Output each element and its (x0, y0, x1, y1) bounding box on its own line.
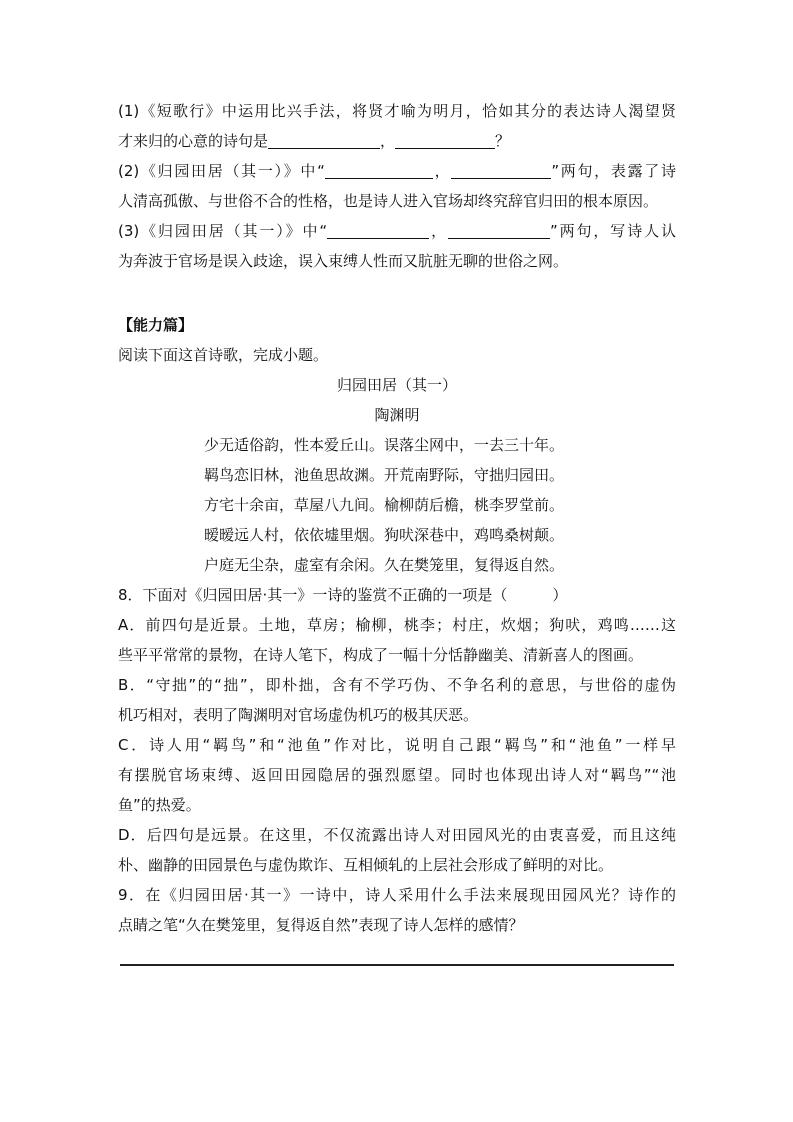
q2-line-1 (118, 156, 676, 186)
q8-option-b-line-2: 机巧相对，表明了陶渊明对官场虚伪机巧的极其厌恶。 (118, 706, 479, 724)
poem-line: 少无适俗韵，性本爱丘山。误落尘网中，一去三十年。 (204, 436, 565, 454)
q3-line-2: 为奔波于官场是误入歧途，误入束缚人性而又肮脏无聊的世俗之网。 (118, 252, 569, 270)
q8-option-d-line-1: D．后四句是远景。在这里，不仅流露出诗人对田园风光的由衷喜爱，而且这纯 (118, 826, 676, 844)
section-heading: 【能力篇】 (118, 316, 194, 334)
q3-blank-1[interactable] (327, 220, 429, 239)
q2-line-2: 人清高孤傲、与世俗不合的性格，也是诗人进入官场却终究辞官归田的根本原因。 (118, 192, 659, 210)
q9-line-2: 点睛之笔“久在樊笼里，复得返自然”表现了诗人怎样的感情？ (118, 916, 524, 934)
q2-blank-2[interactable] (451, 160, 551, 179)
q1-blank-1[interactable] (268, 130, 380, 149)
q2-comma: ， (432, 162, 452, 180)
poem-line: 羁鸟恋旧林，池鱼思故渊。开荒南野际，守拙归园田。 (204, 466, 565, 484)
q9-line-1: 9．在《归园田居·其一》一诗中，诗人采用什么手法来展现田园风光？诗作的 (118, 886, 676, 904)
q1-comma: ， (380, 132, 396, 150)
q3-prefix: (3)《归园田居（其一）》中“ (118, 222, 328, 240)
q8-option-a-line-2: 些平平常常的景物，在诗人笔下，构成了一幅十分恬静幽美、清新喜人的图画。 (118, 646, 644, 664)
q3-blank-2[interactable] (448, 220, 550, 239)
q8-option-c-line-1: C．诗人用“羁鸟”和“池鱼”作对比，说明自己跟“羁鸟”和“池鱼”一样早 (118, 736, 676, 754)
q2-prefix: (2)《归园田居（其一）》中“ (118, 162, 325, 180)
q8-option-b-line-1: B．“守拙”的“拙”，即朴拙，含有不学巧伪、不争名利的意思，与世俗的虚伪 (118, 676, 676, 694)
q8-stem: 8．下面对《归园田居·其一》一诗的鉴赏不正确的一项是（ ） (118, 586, 568, 604)
q1-blank-2[interactable] (395, 130, 495, 149)
q8-option-a-line-1: A．前四句是近景。土地，草房；榆柳，桃李；村庄，炊烟；狗吠，鸡鸣……这 (118, 616, 676, 634)
q8-option-c-line-2: 有摆脱官场束缚、返回田园隐居的强烈愿望。同时也体现出诗人对“羁鸟”“池 (118, 766, 676, 784)
q8-option-c-line-3: 鱼”的热爱。 (118, 796, 201, 814)
q3-comma: ， (429, 222, 448, 240)
q3-line-1 (118, 216, 676, 246)
q3-suffix: ”两句，写诗人认 (549, 222, 676, 240)
section-instruction: 阅读下面这首诗歌，完成小题。 (118, 346, 329, 364)
q1-suffix: ？ (495, 132, 511, 150)
q1-line-1: (1)《短歌行》中运用比兴手法，将贤才喻为明月，恰如其分的表达诗人渴望贤 (118, 102, 676, 120)
poem-title: 归园田居（其一） (336, 376, 457, 394)
poem-line: 方宅十余亩，草屋八九间。榆柳荫后檐，桃李罗堂前。 (204, 496, 565, 514)
document-page (118, 96, 676, 940)
answer-line[interactable] (120, 964, 674, 966)
poem-line: 户庭无尘杂，虚室有余闲。久在樊笼里，复得返自然。 (204, 556, 565, 574)
poem-line: 暧暧远人村，依依墟里烟。狗吠深巷中，鸡鸣桑树颠。 (204, 526, 565, 544)
q2-suffix: ”两句，表露了诗 (551, 162, 676, 180)
q8-option-d-line-2: 朴、幽静的田园景色与虚伪欺诈、互相倾轧的上层社会形成了鲜明的对比。 (118, 856, 614, 874)
q2-blank-1[interactable] (325, 160, 433, 179)
poem-author: 陶渊明 (374, 406, 420, 424)
q1-line-2 (118, 126, 676, 156)
q1-prefix: 才来归的心意的诗句是 (118, 132, 269, 150)
